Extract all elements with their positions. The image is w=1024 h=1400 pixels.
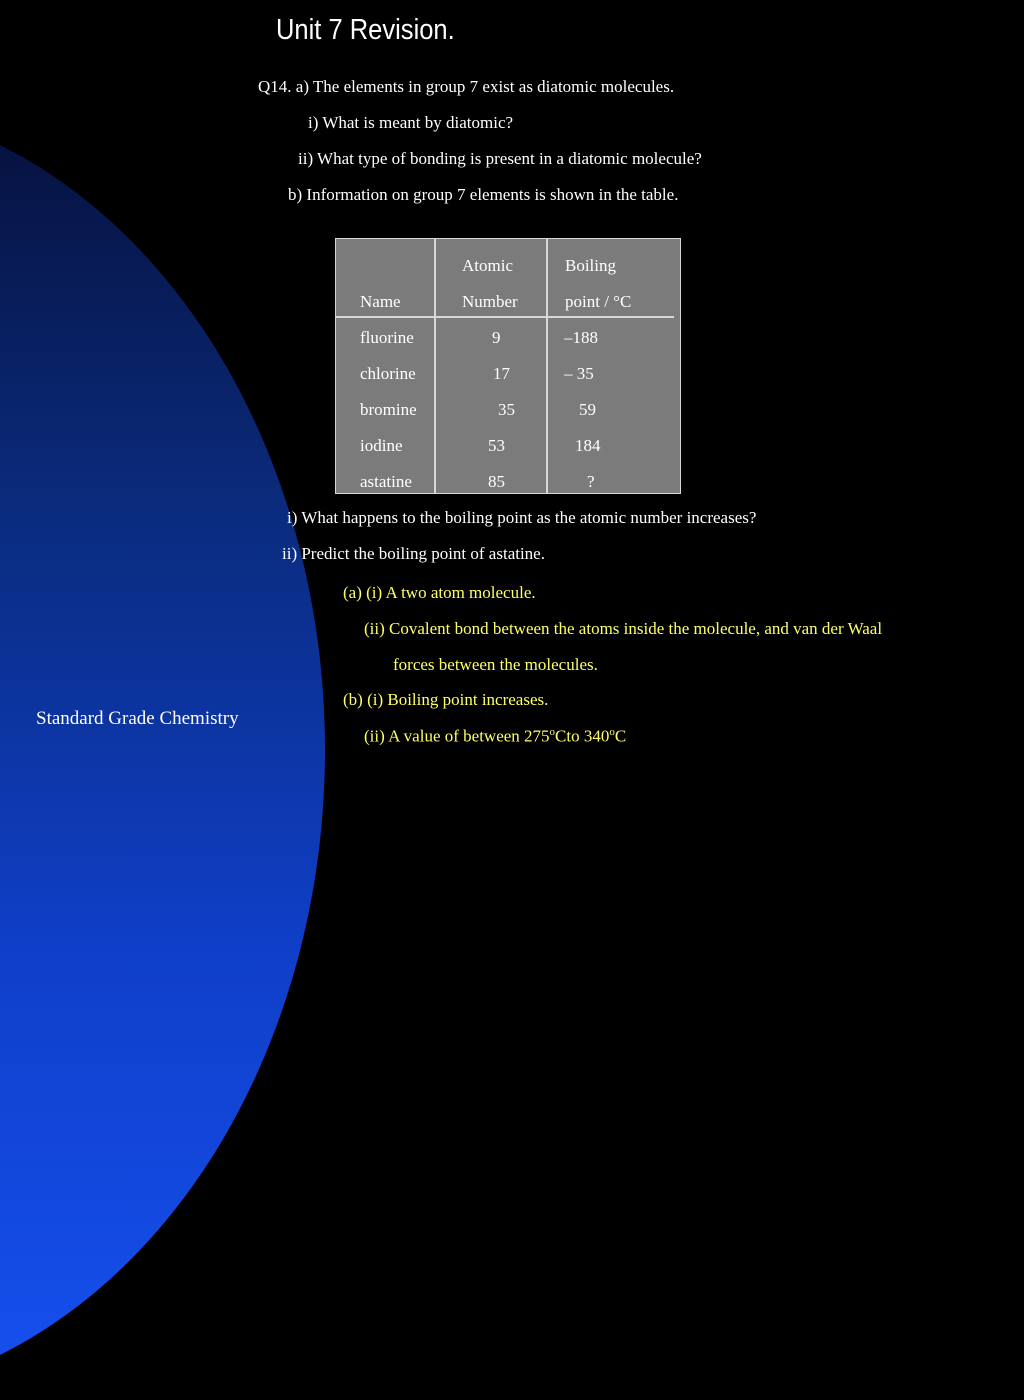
- answer-b-ii-text: C: [614, 726, 627, 746]
- question-14a-i: i) What is meant by diatomic?: [308, 113, 514, 132]
- header-name: Name: [360, 292, 401, 311]
- question-14a-ii: ii) What type of bonding is present in a diatomic molecule?: [298, 149, 702, 168]
- question-14b-ii: ii) Predict the boiling point of astatine.: [282, 544, 545, 563]
- cell-name: astatine: [360, 472, 412, 491]
- background-arc: [0, 100, 325, 1400]
- cell-atomic-number: 35: [498, 400, 515, 419]
- header-atomic: Atomic: [462, 256, 513, 275]
- degree-superscript: o: [549, 726, 556, 738]
- cell-atomic-number: 9: [492, 328, 501, 347]
- cell-atomic-number: 85: [488, 472, 505, 491]
- answer-b-ii-text: (ii) A value of between 275: [364, 726, 550, 746]
- question-14b: b) Information on group 7 elements is shown in the table.: [288, 185, 679, 204]
- header-point: point / °C: [565, 292, 632, 311]
- cell-name: bromine: [360, 400, 417, 419]
- cell-name: chlorine: [360, 364, 416, 383]
- answer-b-ii-text: Cto 340: [555, 726, 610, 746]
- table-divider: [434, 239, 436, 493]
- answer-a-ii-line2: forces between the molecules.: [393, 655, 598, 674]
- cell-name: iodine: [360, 436, 403, 455]
- degree-superscript: o: [609, 726, 615, 738]
- answer-b-i: (b) (i) Boiling point increases.: [343, 690, 549, 709]
- header-boiling: Boiling: [565, 256, 617, 275]
- answer-a-ii-line1: (ii) Covalent bond between the atoms inside the molecule, and van der Waal: [364, 619, 883, 638]
- group7-table: [335, 238, 681, 494]
- answer-a-i: (a) (i) A two atom molecule.: [343, 583, 536, 602]
- footer-course-name: Standard Grade Chemistry: [36, 708, 239, 729]
- cell-boiling-point: – 35: [564, 364, 594, 383]
- cell-atomic-number: 53: [488, 436, 505, 455]
- question-14a: Q14. a) The elements in group 7 exist as diatomic molecules.: [258, 77, 675, 96]
- cell-name: fluorine: [360, 328, 414, 347]
- cell-boiling-point: 184: [575, 436, 601, 455]
- answer-b-ii: [364, 726, 626, 747]
- question-14b-i: i) What happens to the boiling point as the atomic number increases?: [287, 508, 757, 527]
- cell-boiling-point: ?: [587, 472, 595, 491]
- slide-title: Unit 7 Revision.: [276, 14, 455, 46]
- cell-atomic-number: 17: [493, 364, 510, 383]
- table-header-rule: [336, 316, 674, 318]
- table-divider: [546, 239, 548, 493]
- header-number: Number: [462, 292, 518, 311]
- cell-boiling-point: –188: [564, 328, 598, 347]
- cell-boiling-point: 59: [579, 400, 596, 419]
